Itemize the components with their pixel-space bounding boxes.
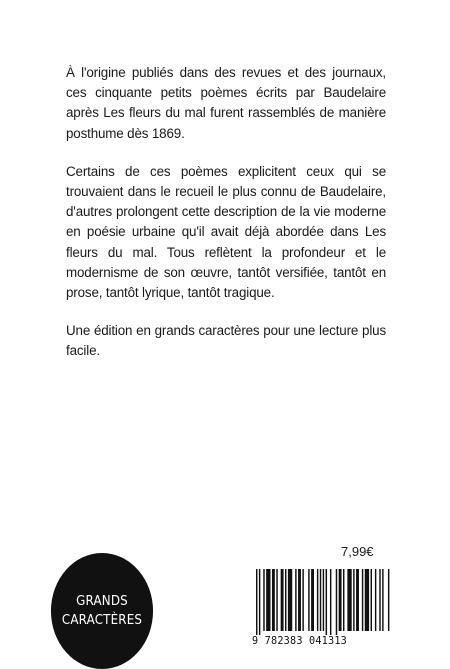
barcode-bar bbox=[336, 569, 337, 635]
isbn-digits: 9 782383 041313 bbox=[252, 636, 348, 647]
barcode-bar bbox=[285, 569, 286, 631]
barcode-bar bbox=[356, 569, 359, 631]
barcode-bar bbox=[379, 569, 380, 631]
barcode-bar bbox=[295, 569, 296, 631]
barcode-bar bbox=[323, 569, 324, 631]
price-label: 7,99€ bbox=[341, 544, 374, 559]
barcode-bar bbox=[343, 569, 344, 631]
barcode-bar bbox=[317, 569, 318, 631]
barcode-bar bbox=[362, 569, 363, 631]
barcode-bar bbox=[263, 569, 264, 631]
blurb-paragraph-1: À l'origine publiés dans des revues et des journaux, ces cinquante petits poèmes écrits par Baudelaire après Les fleurs du mal furent rassemblés de manière posthume dès 1869. bbox=[66, 65, 386, 141]
badge-line-1: GRANDS bbox=[76, 593, 128, 609]
barcode-graphic bbox=[254, 569, 392, 637]
badge-line-2: CARACTÈRES bbox=[61, 612, 143, 628]
barcode-bar bbox=[288, 569, 292, 631]
barcode-bar bbox=[256, 569, 257, 635]
barcode-bar bbox=[298, 569, 301, 631]
barcode-bar bbox=[371, 569, 372, 631]
barcode-bar bbox=[276, 569, 277, 631]
barcode-bar bbox=[320, 569, 321, 631]
barcode-bar bbox=[308, 569, 309, 631]
barcode-bar bbox=[266, 569, 270, 631]
large-print-badge bbox=[51, 553, 153, 669]
isbn-barcode bbox=[254, 569, 392, 637]
barcode-bar bbox=[302, 569, 303, 631]
blurb-paragraph-3: Une édition en grands caractères pour une lecture plus facile. bbox=[66, 323, 386, 359]
barcode-bar bbox=[382, 569, 383, 631]
barcode-bar bbox=[347, 569, 351, 631]
barcode-bar bbox=[326, 569, 327, 635]
barcode-bar bbox=[272, 569, 275, 631]
barcode-bar bbox=[375, 569, 376, 631]
blurb-paragraph-2: Certains de ces poèmes explicitent ceux qui se trouvaient dans le recueil le plus connu de Baudelaire, d'autres prolongent cette description de la vie moderne en poésie urbaine qu'il avait déjà abordée dans Les fleurs du mal. Tous reflètent la profondeur et le modernisme de son œuvre, tantôt versifiée, tantôt en prose, tantôt lyrique, tantôt tragique. bbox=[66, 163, 386, 301]
barcode-bar bbox=[330, 569, 331, 635]
barcode-bar bbox=[311, 569, 314, 631]
barcode-bar bbox=[388, 569, 389, 631]
blurb-text bbox=[66, 63, 386, 380]
barcode-bar bbox=[365, 569, 369, 631]
barcode-bar bbox=[259, 569, 260, 635]
barcode-bar bbox=[339, 569, 342, 631]
barcode-bar bbox=[353, 569, 354, 631]
barcode-bar bbox=[281, 569, 284, 631]
